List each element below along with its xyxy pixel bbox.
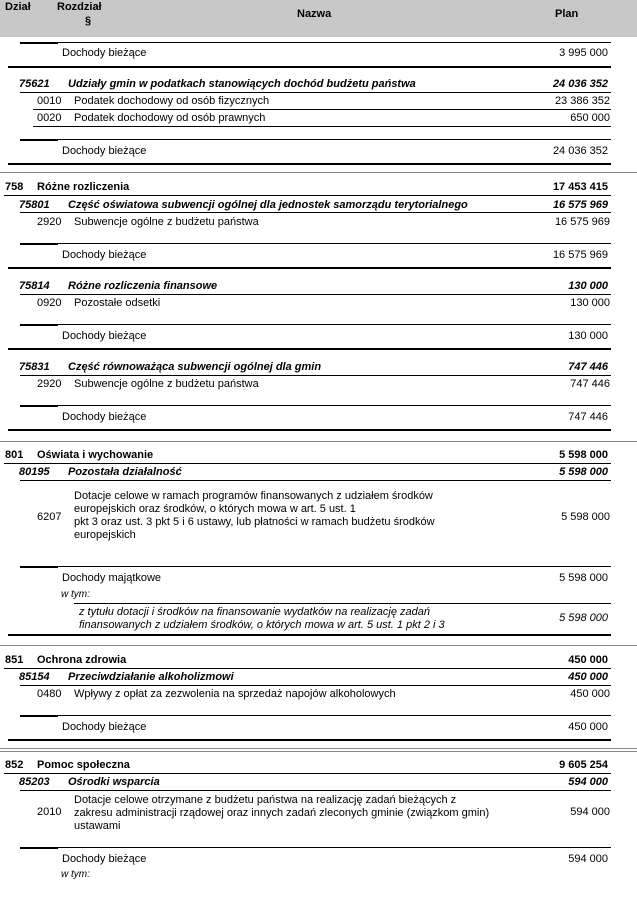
rozdzial-value: 16 575 969 xyxy=(552,199,608,211)
rozdzial-code: 75814 xyxy=(19,280,50,292)
paragraf-name: Wpływy z opłat za zezwolenia na sprzedaż napojów alkoholowych xyxy=(74,688,396,700)
paragraf-name-line: zakresu administracji rządowej oraz innych zadań zleconych gminie (związkom gmin) xyxy=(74,807,490,819)
paragraf-name-line: europejskich xyxy=(74,529,136,541)
rozdzial-code: 85154 xyxy=(19,671,50,683)
divider xyxy=(8,429,611,431)
sub-name-line: z tytułu dotacji i środków na finansowanie wydatków na realizację zadań xyxy=(79,606,430,618)
divider xyxy=(20,685,611,686)
divider xyxy=(8,634,611,636)
rozdzial-name: Ośrodki wsparcia xyxy=(68,776,160,788)
rozdzial-value: 130 000 xyxy=(568,280,608,292)
dzial-name: Ochrona zdrowia xyxy=(37,654,127,666)
paragraf-value: 450 000 xyxy=(570,688,610,700)
paragraf-name: Subwencje ogólne z budżetu państwa xyxy=(74,378,259,390)
paragraf-name: Podatek dochodowy od osób fizycznych xyxy=(74,95,270,107)
paragraf-name-line: Dotacje celowe otrzymane z budżetu państwa na realizację zadań bieżących z xyxy=(74,794,457,806)
header-rozdzial: Rozdział xyxy=(57,1,102,13)
row-value: 450 000 xyxy=(568,721,608,733)
divider xyxy=(20,92,611,93)
row-value: 16 575 969 xyxy=(552,249,608,261)
divider xyxy=(20,294,611,295)
paragraf-code: 2920 xyxy=(37,216,62,228)
dzial-name: Pomoc społeczna xyxy=(37,759,130,771)
rozdzial-value: 450 000 xyxy=(568,671,608,683)
rozdzial-name: Część oświatowa subwencji ogólnej dla jednostek samorządu terytorialnego xyxy=(68,199,468,211)
paragraf-code: 0020 xyxy=(37,112,62,124)
divider xyxy=(58,324,611,325)
dzial-value: 450 000 xyxy=(568,654,608,666)
row-name: Dochody bieżące xyxy=(62,721,147,733)
rozdzial-value: 24 036 352 xyxy=(552,78,608,90)
paragraf-name-line: Dotacje celowe w ramach programów finansowanych z udziałem środków xyxy=(74,490,433,502)
paragraf-code: 2920 xyxy=(37,378,62,390)
rozdzial-name: Pozostała działalność xyxy=(68,466,182,478)
rozdzial-name: Udziały gmin w podatkach stanowiących dochód budżetu państwa xyxy=(68,78,416,90)
divider xyxy=(20,324,58,326)
divider xyxy=(8,66,611,68)
divider xyxy=(8,348,611,350)
paragraf-name: Podatek dochodowy od osób prawnych xyxy=(74,112,266,124)
sub-value: 5 598 000 xyxy=(559,612,608,624)
divider xyxy=(20,715,58,717)
divider xyxy=(74,603,611,604)
divider xyxy=(20,566,58,568)
divider xyxy=(4,195,611,196)
divider xyxy=(20,847,58,849)
row-value: 594 000 xyxy=(568,853,608,865)
paragraf-code: 0010 xyxy=(37,95,62,107)
paragraf-code: 0920 xyxy=(37,297,62,309)
divider xyxy=(20,790,611,791)
row-value: 130 000 xyxy=(568,330,608,342)
divider xyxy=(4,463,611,464)
dzial-code: 851 xyxy=(5,654,24,666)
divider xyxy=(58,715,611,716)
rozdzial-name: Przeciwdziałanie alkoholizmowi xyxy=(68,671,234,683)
divider xyxy=(20,139,58,141)
row-name: Dochody bieżące xyxy=(62,853,147,865)
header-dzial: Dział xyxy=(5,1,31,13)
divider xyxy=(58,42,611,43)
rozdzial-value: 594 000 xyxy=(568,776,608,788)
dzial-code: 801 xyxy=(5,449,24,461)
rozdzial-name: Część równoważąca subwencji ogólnej dla gmin xyxy=(68,361,322,373)
rozdzial-value: 747 446 xyxy=(568,361,608,373)
divider xyxy=(20,243,58,245)
header-plan: Plan xyxy=(555,8,579,20)
paragraf-value: 5 598 000 xyxy=(561,511,610,523)
row-value: 747 446 xyxy=(568,411,608,423)
divider xyxy=(8,163,611,165)
row-value: 3 995 000 xyxy=(559,47,608,59)
paragraf-name: Subwencje ogólne z budżetu państwa xyxy=(74,216,259,228)
rozdzial-name: Różne rozliczenia finansowe xyxy=(68,280,218,292)
rozdzial-value: 5 598 000 xyxy=(559,466,608,478)
divider xyxy=(0,748,637,749)
row-name: Dochody bieżące xyxy=(62,411,147,423)
paragraf-name: Pozostałe odsetki xyxy=(74,297,161,309)
header-nazwa: Nazwa xyxy=(297,8,332,20)
divider xyxy=(58,243,611,244)
dzial-code: 852 xyxy=(5,759,24,771)
divider xyxy=(0,751,637,752)
sub-name-line: finansowanych z udziałem środków, o których mowa w art. 5 ust. 1 pkt 2 i 3 xyxy=(79,619,445,631)
dzial-value: 9 605 254 xyxy=(559,759,608,771)
dzial-value: 17 453 415 xyxy=(552,181,608,193)
rozdzial-code: 75621 xyxy=(19,78,50,90)
divider xyxy=(20,42,58,44)
rozdzial-code: 80195 xyxy=(19,466,50,478)
divider xyxy=(8,267,611,269)
rozdzial-code: 85203 xyxy=(19,776,50,788)
rozdzial-code: 75801 xyxy=(19,199,50,211)
row-value: 24 036 352 xyxy=(552,145,608,157)
dzial-name: Oświata i wychowanie xyxy=(37,449,154,461)
divider xyxy=(20,375,611,376)
row-name: Dochody bieżące xyxy=(62,330,147,342)
paragraf-code: 6207 xyxy=(37,511,62,523)
paragraf-name-line: ustawami xyxy=(74,820,121,832)
row-name: Dochody bieżące xyxy=(62,145,147,157)
divider xyxy=(20,480,611,481)
divider xyxy=(58,847,611,848)
divider xyxy=(0,645,637,646)
dzial-value: 5 598 000 xyxy=(559,449,608,461)
divider xyxy=(0,172,637,173)
paragraf-value: 130 000 xyxy=(570,297,610,309)
divider xyxy=(20,212,611,213)
divider xyxy=(58,405,611,406)
dzial-code: 758 xyxy=(5,181,24,193)
paragraf-value: 650 000 xyxy=(570,112,610,124)
paragraf-code: 0480 xyxy=(37,688,62,700)
row-name: Dochody bieżące xyxy=(62,47,147,59)
divider xyxy=(20,405,58,407)
paragraf-value: 23 386 352 xyxy=(554,95,610,107)
rozdzial-code: 75831 xyxy=(19,361,50,373)
divider xyxy=(58,566,611,567)
w-tym-label: w tym: xyxy=(61,869,90,880)
paragraf-name-line: pkt 3 oraz ust. 3 pkt 5 i 6 ustawy, lub płatności w ramach budżetu środków xyxy=(74,516,435,528)
header-paragraf: § xyxy=(85,15,92,27)
divider xyxy=(8,739,611,741)
w-tym-label: w tym: xyxy=(61,589,90,600)
paragraf-name-line: europejskich oraz środków, o których mowa w art. 5 ust. 1 xyxy=(74,503,356,515)
divider xyxy=(4,668,611,669)
divider xyxy=(33,126,611,127)
divider xyxy=(58,139,611,140)
row-value: 5 598 000 xyxy=(559,572,608,584)
paragraf-value: 747 446 xyxy=(570,378,610,390)
paragraf-code: 2010 xyxy=(37,806,62,818)
dzial-name: Różne rozliczenia xyxy=(37,181,130,193)
paragraf-value: 594 000 xyxy=(570,806,610,818)
divider xyxy=(0,441,637,442)
divider xyxy=(33,109,611,110)
row-name: Dochody majątkowe xyxy=(62,572,162,584)
divider xyxy=(4,773,611,774)
paragraf-value: 16 575 969 xyxy=(554,216,610,228)
row-name: Dochody bieżące xyxy=(62,249,147,261)
